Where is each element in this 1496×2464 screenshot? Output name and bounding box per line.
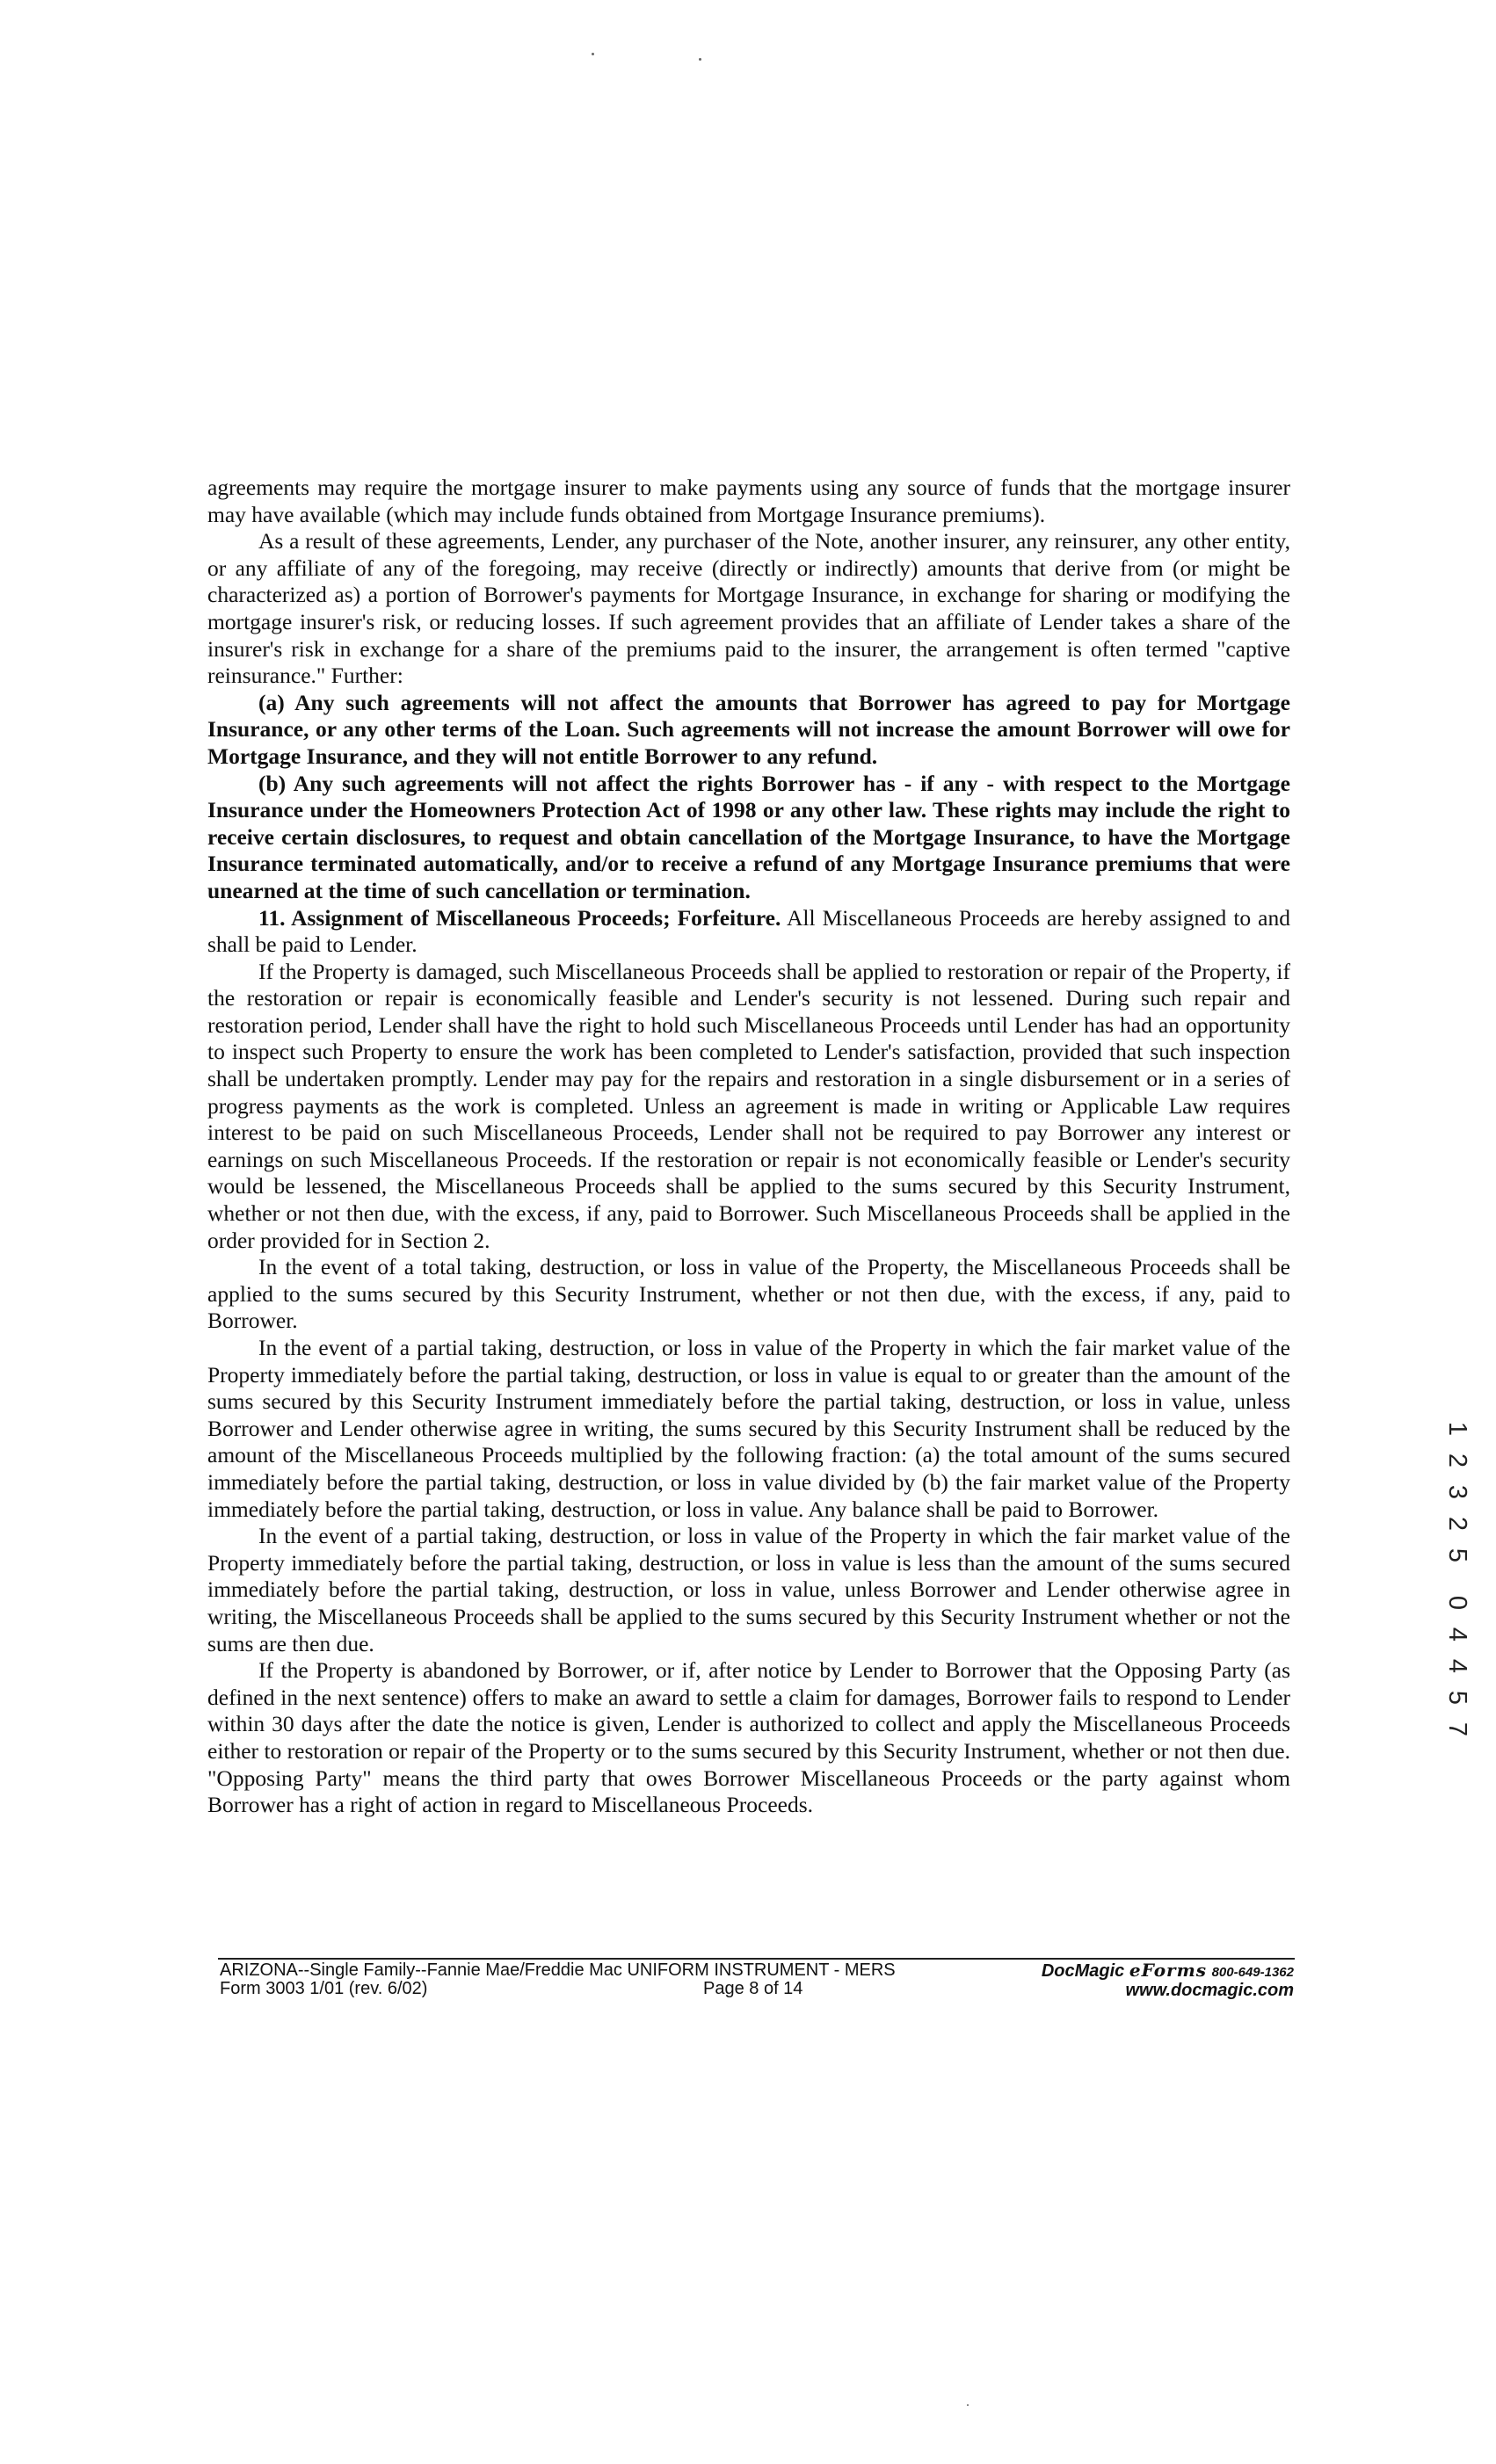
footer-form-title: ARIZONA--Single Family--Fannie Mae/Freddie Mac UNIFORM INSTRUMENT - MERS — [220, 1960, 896, 1980]
paragraph-mi-agreements: As a result of these agreements, Lender, any purchaser of the Note, another insurer, any reinsurer, any other entity, or any affiliate of any of the foregoing, may receive (directly or indirectly) amounts that derive from (or might be characterized as) a portion of Borrower's payments for Mortgage Insurance, in exchange for sharing or modifying the mortgage insurer's risk, or reducing losses. If such agreement provides that an affiliate of Lender takes a share of the insurer's risk in exchange for a share of the premiums paid to the insurer, the arrangement is often termed "captive reinsurance." Further: — [207, 528, 1290, 689]
paragraph-mi-clause-b: (b) Any such agreements will not affect the rights Borrower has - if any - with respect to the Mortgage Insurance under the Homeowners Protection Act of 1998 or any other law. These rights may include the right to receive certain disclosures, to request and obtain cancellation of the Mortgage Insurance, to have the Mortgage Insurance terminated automatically, and/or to receive a refund of any Mortgage Insurance premiums that were unearned at the time of such cancellation or termination. — [207, 770, 1290, 903]
paragraph-total-taking: In the event of a total taking, destruction, or loss in value of the Property, the Miscellaneous Proceeds shall be applied to the sums secured by this Security Instrument, whether or not then due, with the excess, if any, paid to Borrower. — [207, 1254, 1290, 1334]
stamp-digit: 2 — [1443, 1453, 1471, 1468]
scan-speck — [699, 58, 701, 61]
footer-website: www.docmagic.com — [1125, 1981, 1294, 2000]
stamp-digit: 4 — [1443, 1627, 1471, 1642]
margin-recording-stamp — [1440, 1413, 1475, 1745]
footer-page-number: Page 8 of 14 — [703, 1979, 803, 1998]
footer-vendor-name: DocMagic — [1041, 1961, 1125, 1981]
paragraph-section-11 — [207, 905, 1290, 959]
page-footer — [220, 1961, 1294, 2005]
paragraph-partial-taking-greater: In the event of a partial taking, destruction, or loss in value of the Property in which the fair market value of the Property immediately before the partial taking, destruction, or loss in value is equal to or greater than the amount of the sums secured by this Security Instrument immediately before the partial taking, destruction, or loss in value, unless Borrower and Lender otherwise agree in writing, the sums secured by this Security Instrument shall be reduced by the amount of the Miscellaneous Proceeds multiplied by the following fraction: (a) the total amount of the sums secured immediately before the partial taking, destruction, or loss in value divided by (b) the fair market value of the Property immediately before the partial taking, destruction, or loss in value. Any balance shall be paid to Borrower. — [207, 1335, 1290, 1522]
stamp-digit: 2 — [1443, 1516, 1471, 1532]
paragraph-property-damaged: If the Property is damaged, such Miscellaneous Proceeds shall be applied to restoration or repair of the Property, if the restoration or repair is economically feasible and Lender's security is not lessened. During such repair and restoration period, Lender shall have the right to hold such Miscellaneous Proceeds until Lender has had an opportunity to inspect such Property to ensure the work has been completed to Lender's satisfaction, provided that such inspection shall be undertaken promptly. Lender may pay for the repairs and restoration in a single disbursement or in a series of progress payments as the work is completed. Unless an agreement is made in writing or Applicable Law requires interest to be paid on such Miscellaneous Proceeds, Lender shall not be required to pay Borrower any interest or earnings on such Miscellaneous Proceeds. If the restoration or repair is not economically feasible or Lender's security would be lessened, the Miscellaneous Proceeds shall be applied to the sums secured by this Security Instrument, whether or not then due, with the excess, if any, paid to Borrower. Such Miscellaneous Proceeds shall be applied in the order provided for in Section 2. — [207, 958, 1290, 1253]
stamp-digit: 3 — [1443, 1484, 1471, 1500]
stamp-digit: 5 — [1443, 1690, 1471, 1706]
footer-phone: 800-649-1362 — [1211, 1965, 1294, 1980]
paragraph-partial-taking-less: In the event of a partial taking, destruction, or loss in value of the Property in which the fair market value of the Property immediately before the partial taking, destruction, or loss in value is less than the amount of the sums secured immediately before the partial taking, destruction, or loss in value, unless Borrower and Lender otherwise agree in writing, the Miscellaneous Proceeds shall be applied to the sums secured by this Security Instrument whether or not the sums are then due. — [207, 1523, 1290, 1656]
footer-form-number: Form 3003 1/01 (rev. 6/02) — [220, 1979, 428, 1998]
document-body — [207, 475, 1290, 1819]
paragraph-mi-source: agreements may require the mortgage insurer to make payments using any source of funds that the mortgage insurer may have available (which may include funds obtained from Mortgage Insurance premiums). — [207, 475, 1290, 527]
stamp-digit: 1 — [1443, 1421, 1471, 1437]
eforms-logo: eForms — [1129, 1960, 1208, 1981]
stamp-digit: 4 — [1443, 1658, 1471, 1674]
stamp-digit: 0 — [1443, 1595, 1471, 1611]
section-11-text: All Miscellaneous Proceeds are hereby assigned to and shall be paid to Lender. — [207, 904, 1290, 958]
scan-speck — [592, 53, 594, 55]
section-11-heading: 11. Assignment of Miscellaneous Proceeds; Forfeiture. — [258, 904, 781, 931]
stamp-digit: 5 — [1443, 1547, 1471, 1563]
paragraph-abandoned-property: If the Property is abandoned by Borrower, or if, after notice by Lender to Borrower that the Opposing Party (as defined in the next sentence) offers to make an award to settle a claim for damages, Borrower fails to respond to Lender within 30 days after the date the notice is given, Lender is authorized to collect and apply the Miscellaneous Proceeds either to restoration or repair of the Property or to the sums secured by this Security Instrument, whether or not then due. "Opposing Party" means the third party that owes Borrower Miscellaneous Proceeds or the party against whom Borrower has a right of action in regard to Miscellaneous Proceeds. — [207, 1657, 1290, 1818]
footer-vendor — [1042, 1961, 1294, 2000]
paragraph-mi-clause-a: (a) Any such agreements will not affect the amounts that Borrower has agreed to pay for Mortgage Insurance, or any other terms of the Loan. Such agreements will not increase the amount Borrower will owe for Mortgage Insurance, and they will not entitle Borrower to any refund. — [207, 689, 1290, 769]
scan-speck — [967, 2404, 969, 2406]
stamp-digit: 7 — [1443, 1721, 1471, 1737]
